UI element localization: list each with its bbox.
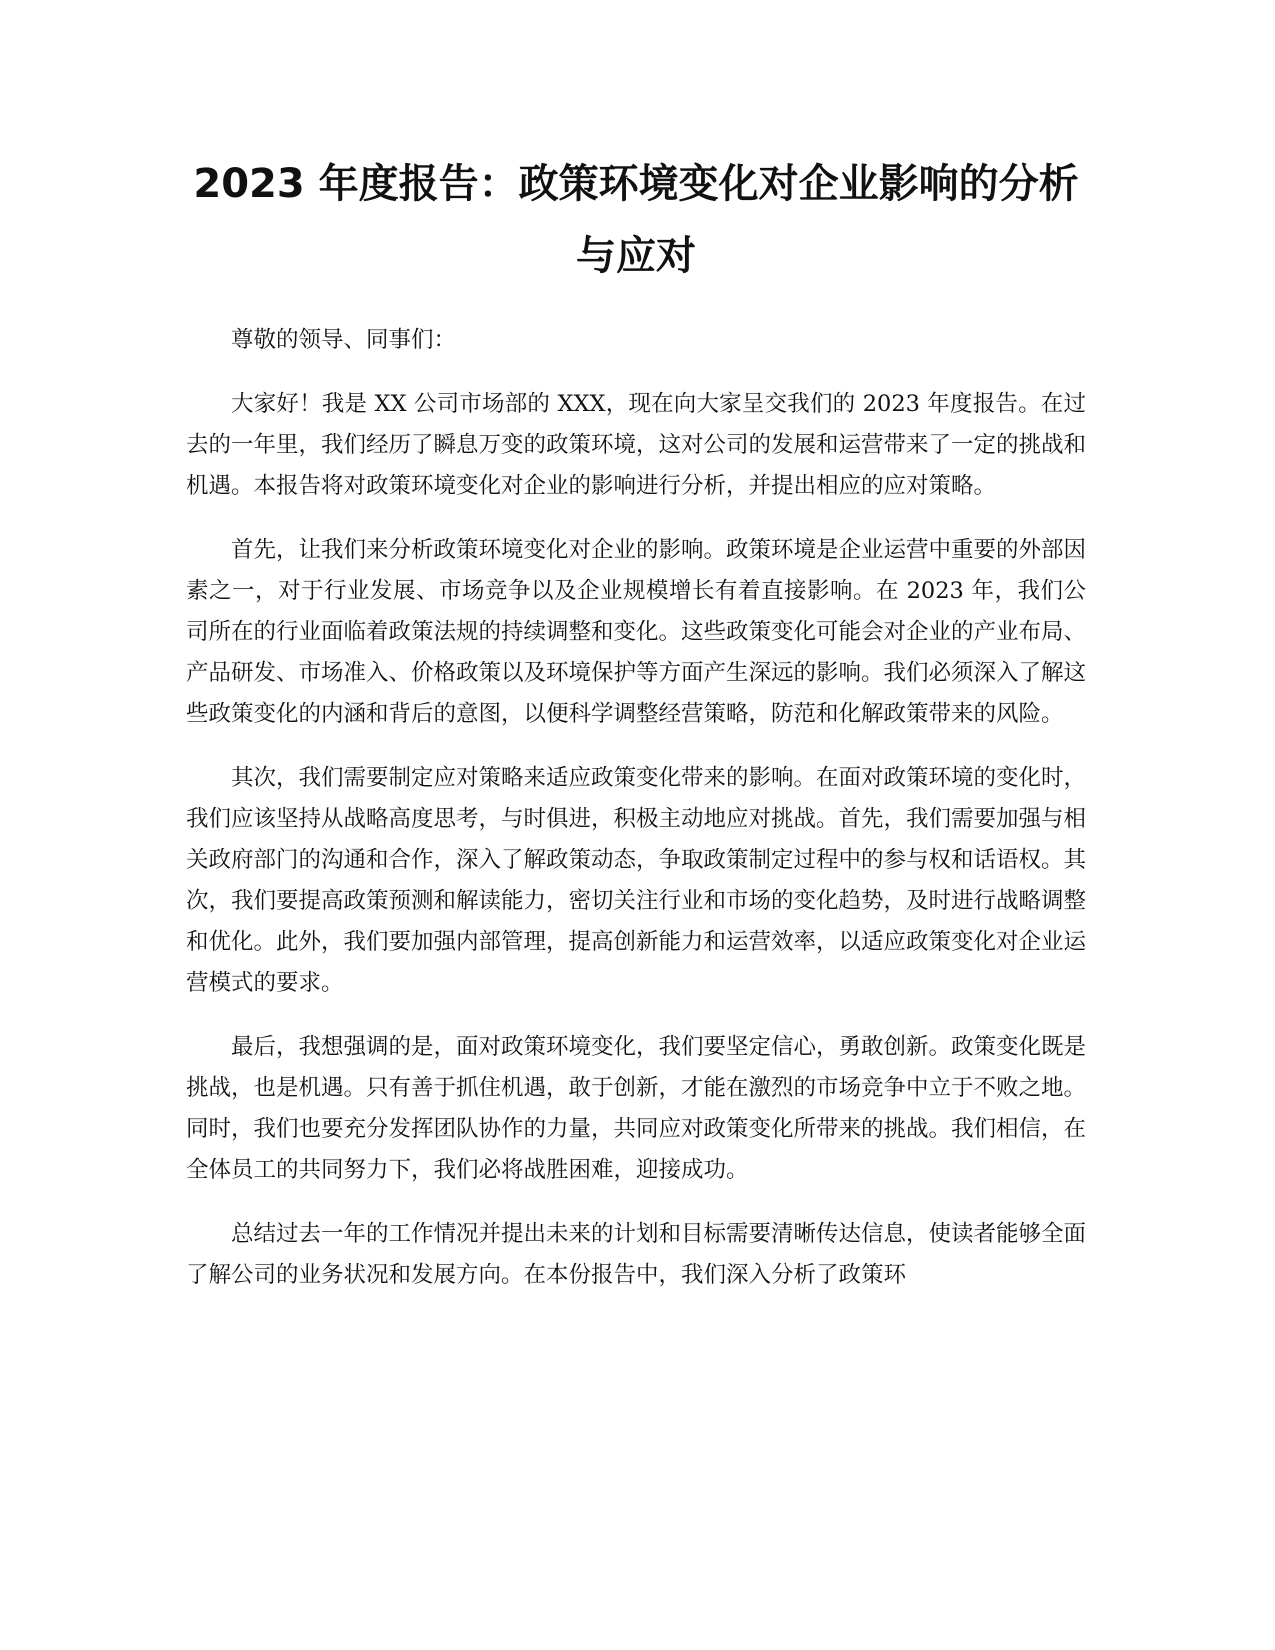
paragraph-salutation: 尊敬的领导、同事们： [231,327,457,353]
document-page [186,148,1086,1319]
paragraph-summary: 总结过去一年的工作情况并提出未来的计划和目标需要清晰传达信息，使读者能够全面了解公司的业务状况和发展方向。在本份报告中，我们深入分析了政策环 [186,1221,1087,1288]
paragraph-strategy: 其次，我们需要制定应对策略来适应政策变化带来的影响。在面对政策环境的变化时，我们应该坚持从战略高度思考，与时俱进，积极主动地应对挑战。首先，我们需要加强与相关政府部门的沟通和合作，深入了解政策动态，争取政策制定过程中的参与权和话语权。其次，我们要提高政策预测和解读能力，密切关注行业和市场的变化趋势，及时进行战略调整和优化。此外，我们要加强内部管理，提高创新能力和运营效率，以适应政策变化对企业运营模式的要求。 [186,765,1087,996]
paragraph-analysis: 首先，让我们来分析政策环境变化对企业的影响。政策环境是企业运营中重要的外部因素之一，对于行业发展、市场竞争以及企业规模增长有着直接影响。在 2023 年，我们公司所在的行业面临着政策法规的持续调整和变化。这些政策变化可能会对企业的产业布局、产品研发、市场准入、价格政策以及环境保护等方面产生深远的影响。我们必须深入了解这些政策变化的内涵和背后的意图，以便科学调整经营策略，防范和化解政策带来的风险。 [186,537,1087,727]
document-title: 2023 年度报告：政策环境变化对企业影响的分析与应对 [193,161,1079,279]
paragraph-conclusion: 最后，我想强调的是，面对政策环境变化，我们要坚定信心，勇敢创新。政策变化既是挑战，也是机遇。只有善于抓住机遇，敢于创新，才能在激烈的市场竞争中立于不败之地。同时，我们也要充分发挥团队协作的力量，共同应对政策变化所带来的挑战。我们相信，在全体员工的共同努力下，我们必将战胜困难，迎接成功。 [186,1034,1087,1183]
paragraph-intro: 大家好！我是 XX 公司市场部的 XXX，现在向大家呈交我们的 2023 年度报告。在过去的一年里，我们经历了瞬息万变的政策环境，这对公司的发展和运营带来了一定的挑战和机遇。本报告将对政策环境变化对企业的影响进行分析，并提出相应的应对策略。 [186,391,1087,499]
